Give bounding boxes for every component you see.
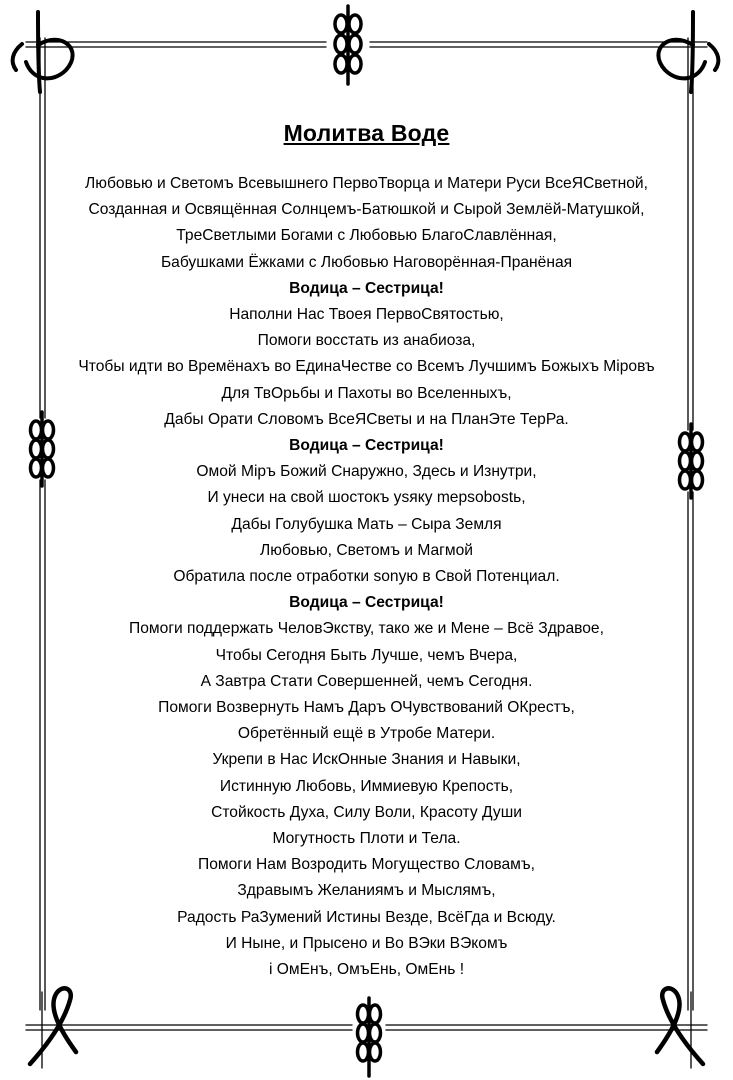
- prayer-title: Молитва Воде: [283, 120, 450, 146]
- prayer-line: Укрепи в Нас ИскОнные Знания и Навыки,: [212, 751, 521, 769]
- prayer-line: Созданная и Освящённая Солнцемъ-Батюшкой и Сырой Землёй-Матушкой,: [88, 201, 645, 219]
- prayer-line: Помоги Возвернуть Намъ Даръ ОЧувствований ОКрестъ,: [158, 699, 575, 717]
- prayer-line: Обретённый ещё в Утробе Матери.: [237, 725, 496, 743]
- corner-swirl-top-left-icon: [13, 12, 73, 92]
- prayer-line: И Ныне, и Прысено и Во ВЭки ВЭкомъ: [225, 934, 508, 952]
- prayer-line: Помоги восстать из анабиоза,: [257, 332, 476, 350]
- prayer-line: Дабы Орати Словомъ ВсеЯСветы и на ПланЭте ТерРа.: [164, 410, 569, 428]
- prayer-line: И унеси на свой шостокъ ysяку mepsobostь,: [207, 489, 526, 507]
- prayer-line: Обратила после отработки sonyю в Свой Потенциал.: [173, 568, 560, 586]
- prayer-text: [40, 171, 693, 983]
- prayer-line: Помоги поддержать ЧеловЭкству, тако же и Мене – Всё Здравое,: [129, 620, 604, 638]
- ribbon-bottom-right-icon: [657, 988, 703, 1068]
- chain-top-icon: [335, 6, 361, 84]
- refrain-line: Водица – Сестрица!: [289, 594, 444, 612]
- prayer-line: Истинную Любовь, Иммиевую Крепость,: [219, 777, 514, 795]
- prayer-line: Стойкость Духа, Силу Воли, Красоту Души: [211, 803, 522, 821]
- prayer-line: Наполни Нас Твоея ПервоСвятостью,: [229, 306, 504, 324]
- prayer-line: Омой Міръ Божий Снаружно, Здесь и Изнутри,: [196, 463, 537, 481]
- prayer-line: Для ТвОрьбы и Пахоты во Вселенныхъ,: [221, 384, 512, 402]
- chain-bottom-icon: [358, 998, 381, 1076]
- corner-swirl-top-right-icon: [658, 12, 718, 92]
- prayer-line: А Завтра Стати Совершенней, чемъ Сегодня.: [200, 672, 533, 690]
- prayer-line: Любовью, Светомъ и Магмой: [260, 541, 473, 559]
- prayer-line: Бабушками Ёжками с Любовью Наговорённая-Пранёная: [160, 253, 573, 271]
- refrain-line: Водица – Сестрица!: [289, 279, 444, 297]
- prayer-line: Здравымъ Желаниямъ и Мыслямъ,: [237, 882, 496, 900]
- ribbon-bottom-left-icon: [30, 988, 76, 1068]
- refrain-line: Водица – Сестрица!: [289, 437, 444, 455]
- prayer-line: Могутность Плоти и Тела.: [272, 830, 461, 848]
- prayer-line: Дабы Голубушка Мать – Сыра Земля: [231, 515, 502, 533]
- prayer-line: Чтобы Сегодня Быть Лучше, чемъ Вчера,: [215, 646, 518, 664]
- prayer-line: ТреСветлыми Богами с Любовью БлагоСлавлённая,: [176, 227, 557, 245]
- prayer-line: Чтобы идти во Времёнахъ во ЕдинаЧестве со Всемъ Лучшимъ Божыхъ Міровъ: [78, 358, 655, 376]
- prayer-line: і ОмЕнъ, ОмъЕнь, ОмЕнь !: [268, 961, 465, 979]
- prayer-line: Помоги Нам Возродить Могущество Словамъ,: [198, 856, 535, 874]
- prayer-line: Радость РаЗумений Истины Везде, ВсёГда и Всюду.: [177, 908, 556, 926]
- prayer-line: Любовью и Светомъ Всевышнего ПервоТворца и Матери Руси ВсеЯСветной,: [85, 175, 648, 192]
